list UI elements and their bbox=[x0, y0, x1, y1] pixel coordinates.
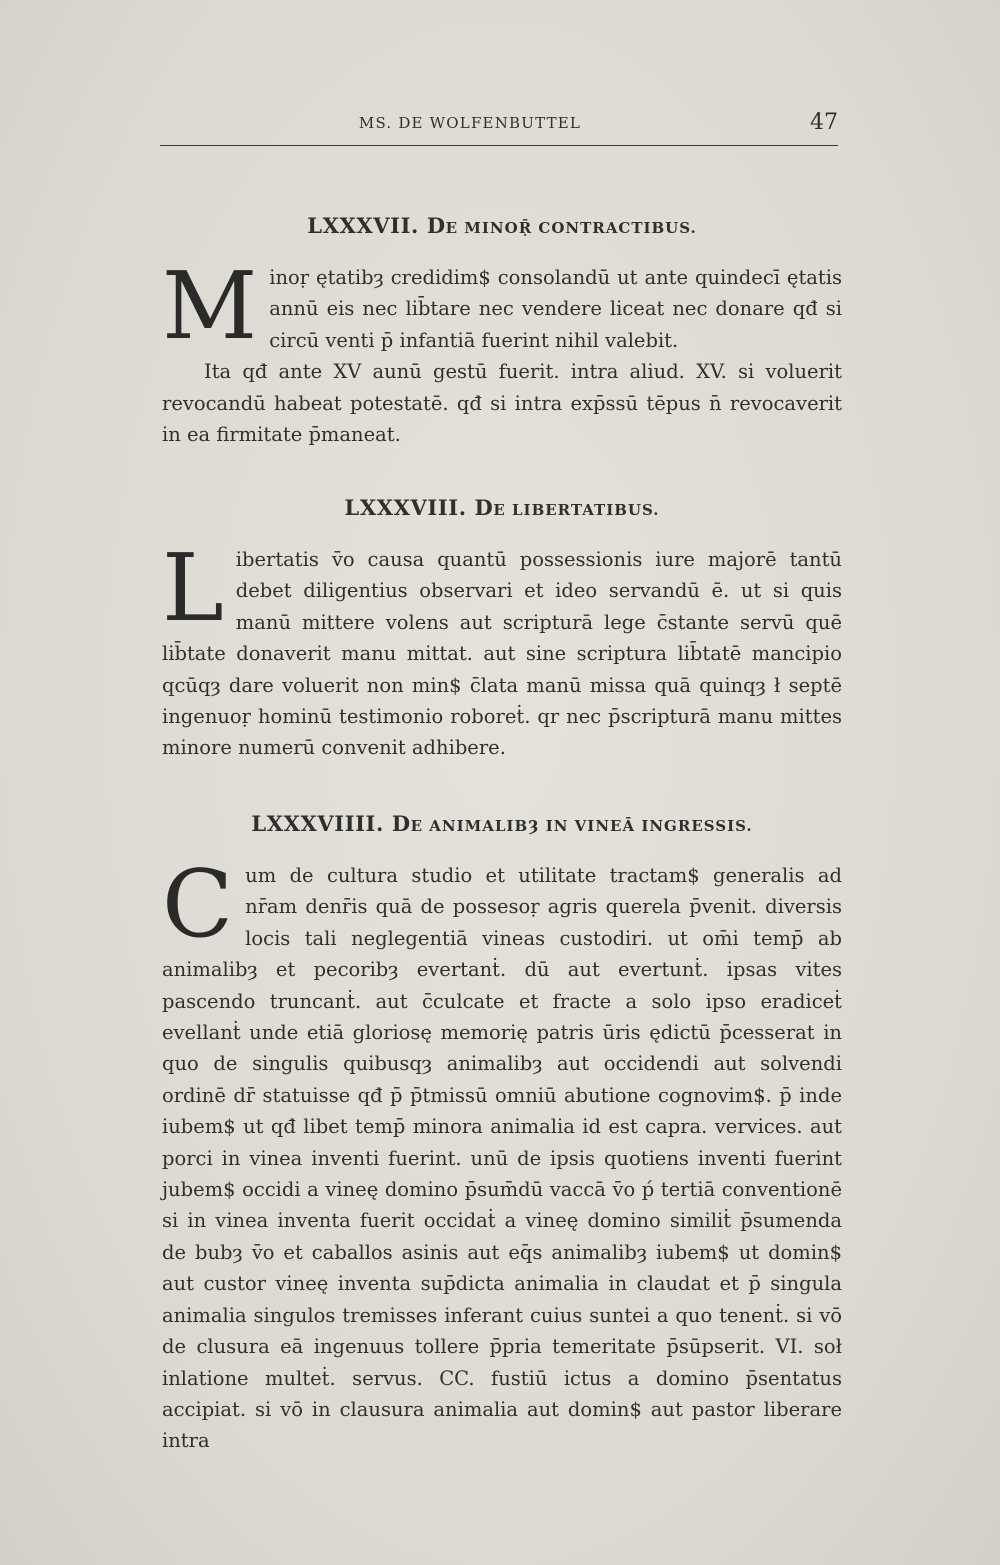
section-body bbox=[162, 850, 842, 1457]
paragraph: ibertatis v̄o causa quantū possessionis iure majorē tantū debet diligentius observari et ideo servandū ē. ut si quis manū mittere volens aut scripturā lege c̄stante servū quē lib̄tate donaverit manu mittat. aut sine scriptura lib̄tatē mancipio qcūqȝ dare voluerit non min$ c̄lata manū missa quā quinqȝ ł septē ingenuoṛ hominū testimonio roboreṫ. qr nec p̄scripturā manu mittes minore numerū convenit adhibere. bbox=[162, 548, 842, 760]
section-heading bbox=[162, 212, 842, 242]
section-body bbox=[162, 534, 842, 764]
paragraph: inoṛ ętatibȝ credidim$ consolandū ut ante quindecī ętatis annū eis nec lib̄tare nec vendere liceat nec donare qđ si circū venti p̄ infantiā fuerint nihil valebit. bbox=[269, 266, 842, 352]
drop-cap: M bbox=[162, 252, 258, 360]
section-body bbox=[162, 252, 842, 450]
drop-cap: L bbox=[162, 534, 224, 642]
section-lxxxvii bbox=[162, 212, 842, 450]
section-number: LXXXVIIII. bbox=[251, 811, 384, 836]
section-title: E ANIMALIBȜ IN VINEĀ INGRESSIS. bbox=[410, 817, 753, 835]
section-heading bbox=[162, 810, 842, 840]
section-lxxxviii bbox=[162, 494, 842, 764]
running-title: MS. DE WOLFENBUTTEL bbox=[358, 114, 582, 132]
running-head bbox=[160, 112, 840, 142]
section-title: E LIBERTATIBUS. bbox=[493, 501, 660, 519]
section-lxxxviiii bbox=[162, 810, 842, 1457]
paragraph: Ita qđ ante XV aunū gestū fuerit. intra aliud. XV. si voluerit revocandū habeat potestatē. qđ si intra exp̄ssū tēpus n̄ revocaverit in ea firmitate p̄maneat. bbox=[162, 360, 842, 447]
section-number: LXXXVIII. bbox=[344, 495, 467, 520]
section-title-initial: D bbox=[474, 495, 494, 520]
page-number: 47 bbox=[810, 110, 838, 135]
section-title-initial: D bbox=[426, 213, 446, 238]
header-rule bbox=[160, 145, 838, 146]
drop-cap: C bbox=[162, 850, 234, 958]
section-number: LXXXVII. bbox=[307, 213, 419, 238]
section-title-initial: D bbox=[391, 811, 411, 836]
section-title: E MINOṜ CONTRACTIBUS. bbox=[445, 219, 697, 237]
paragraph: um de cultura studio et utilitate tractam$ generalis ad nr̄am denr̄is quā de possesoṛ agris querela p̄venit. diversis locis tali neglegentiā vineas custodiri. ut om̄i temp̄ ab animalibȝ et pecoribȝ evertanṫ. dū aut evertunṫ. ipsas vites pascendo truncanṫ. aut c̄culcate et fracte a solo ipso eradiceṫ evellanṫ unde etiā gloriosę memorię patris ūris ędictū p̄cesserat in quo de singulis quibusqȝ animalibȝ aut occidendi aut solvendi ordinē dr̄ statuisse qđ p̄ p̄tmissū omniū abutione cognovim$. p̄ inde iubem$ ut qđ libet temp̄ minora animalia id est capra. vervices. aut porci in vinea inventi fuerint. unū de ipsis quotiens inventi fuerint jubem$ occidi a vineę domino p̄sum̄dū vaccā v̄o ṕ tertiā conventionē si in vinea inventa fuerit occidaṫ a vineę domino similiṫ p̄sumenda de bubȝ v̄o et caballos asinis aut eq̄s animalibȝ iubem$ ut domin$ aut custor vineę inventa sup̄dicta animalia in claudat et p̄ singula animalia singulos tremisses inferant cuius suntei a quo tenenṫ. si vō de clusura eā ingenuus tollere p̄pria temeritate p̄sūpserit. VI. soł inlatione multeṫ. servus. CC. fustiū ictus a domino p̄sentatus accipiat. si vō in clausura animalia aut domin$ aut pastor liberare intra bbox=[162, 864, 842, 1453]
section-heading bbox=[162, 494, 842, 524]
